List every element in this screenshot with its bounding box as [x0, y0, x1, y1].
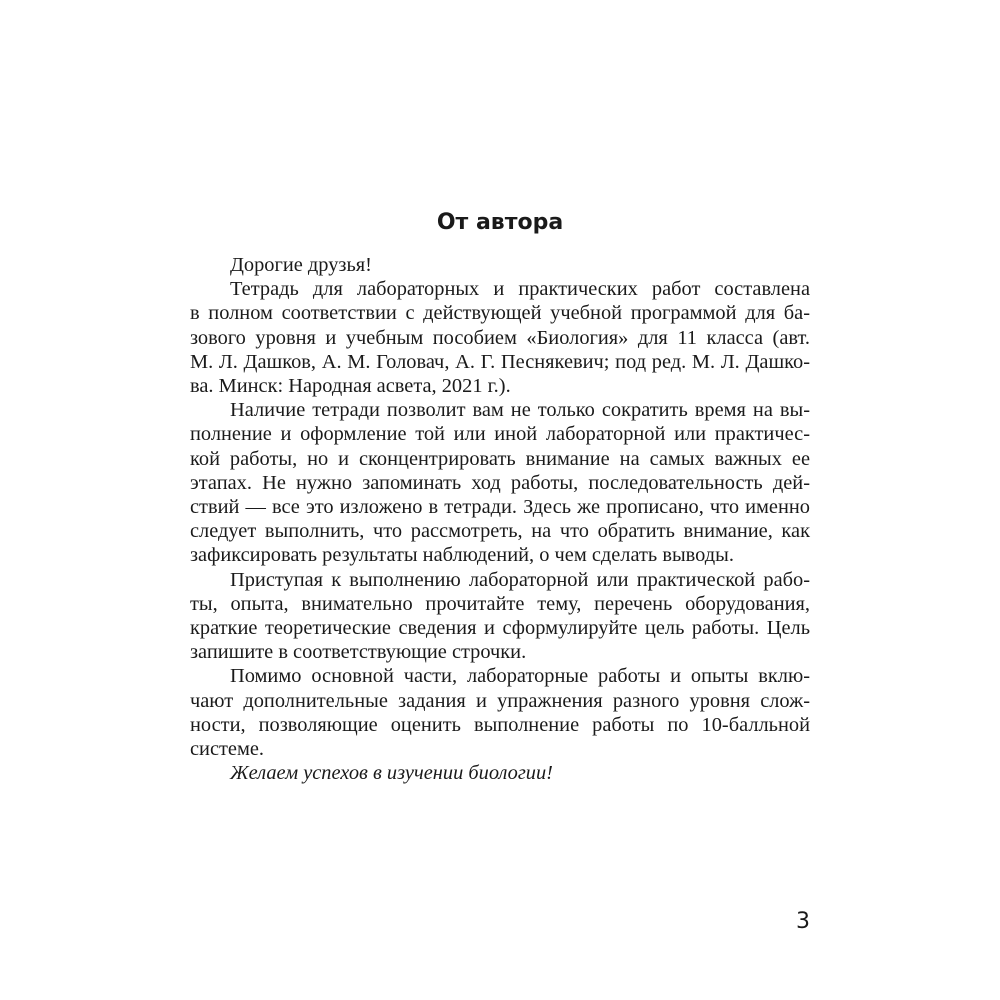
text-line: зафиксировать результаты наблюдений, о чем сделать выводы. [190, 544, 734, 567]
text-line: Наличие тетради позволит вам не только сократить время на вы- [230, 399, 810, 422]
paragraph-4 [190, 664, 810, 761]
page-title: От автора [436, 210, 564, 235]
text-line: М. Л. Дашков, А. М. Головач, А. Г. Песнякевич; под ред. М. Л. Дашко- [190, 350, 810, 373]
text-line: ты, опыта, внимательно прочитайте тему, перечень оборудования, [190, 592, 810, 615]
body-text [190, 253, 810, 785]
page-number: 3 [796, 909, 810, 934]
greeting-line: Дорогие друзья! [230, 254, 372, 276]
text-line: краткие теоретические сведения и сформулируйте цель работы. Цель [190, 617, 810, 640]
text-line: ности, позволяющие оценить выполнение работы по 10-балльной [190, 713, 810, 736]
paragraph-3 [190, 568, 810, 665]
text-line: чают дополнительные задания и упражнения разного уровня слож- [190, 689, 810, 712]
text-line: ствий — все это изложено в тетради. Здесь же прописано, что именно [190, 496, 810, 519]
text-line: кой работы, но и сконцентрировать внимание на самых важных ее [190, 447, 810, 470]
text-line: следует выполнить, что рассмотреть, на что обратить внимание, как [190, 520, 810, 543]
text-line: в полном соответствии с действующей учебной программой для ба- [190, 302, 810, 325]
text-line: системе. [190, 738, 265, 761]
paragraph-1 [190, 277, 810, 398]
closing-line: Желаем успехов в изучении биологии! [230, 762, 553, 785]
text-line: зового уровня и учебным пособием «Биология» для 11 класса (авт. [190, 326, 810, 349]
text-line: Помимо основной части, лабораторные работы и опыты вклю- [230, 665, 810, 688]
text-line: ва. Минск: Народная асвета, 2021 г.). [190, 375, 511, 398]
text-line: запишите в соответствующие строчки. [190, 641, 527, 664]
text-line: этапах. Не нужно запоминать ход работы, последовательность дей- [190, 471, 810, 494]
text-line: Тетрадь для лабораторных и практических работ составлена [230, 278, 810, 301]
text-line: полнение и оформление той или иной лабораторной или практичес- [190, 423, 810, 446]
paragraph-2 [190, 398, 810, 567]
text-line: Приступая к выполнению лабораторной или практической рабо- [230, 568, 810, 591]
